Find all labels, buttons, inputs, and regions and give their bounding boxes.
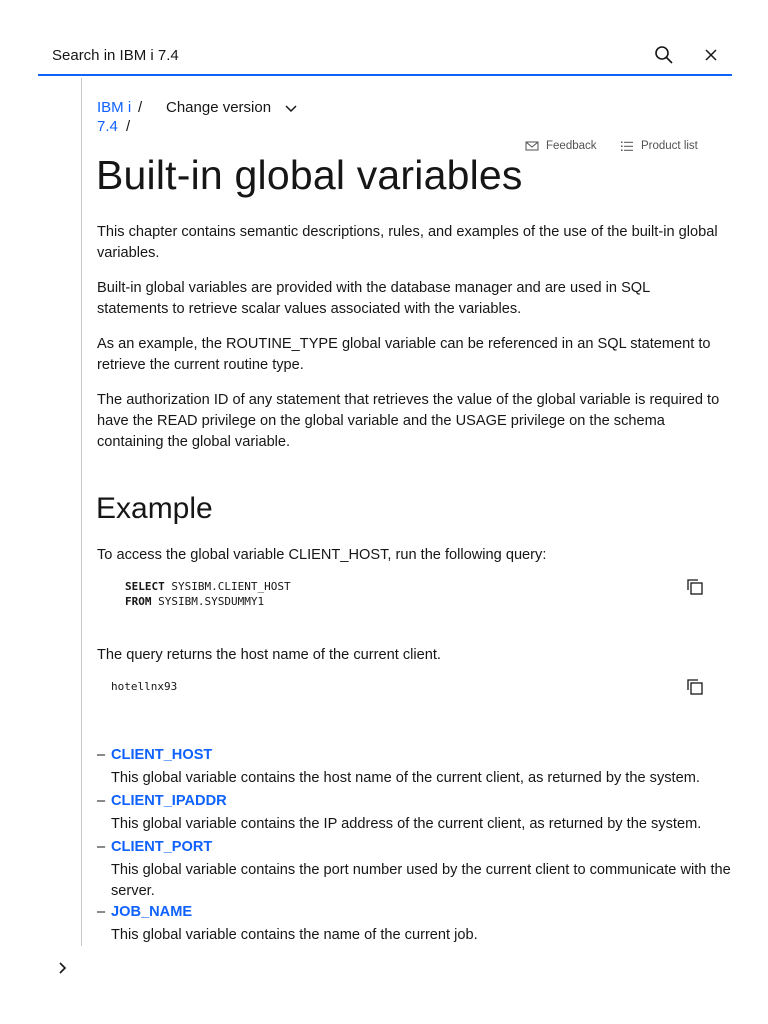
code-keyword: FROM: [125, 595, 152, 608]
page-title: Built-in global variables: [96, 152, 523, 198]
query-code-block: [125, 579, 291, 609]
intro-paragraph: This chapter contains semantic descriptions, rules, and examples of the use of the built-in global variables.: [97, 224, 718, 261]
list-dash: –: [97, 793, 106, 809]
code-text: SYSIBM.SYSDUMMY1: [151, 595, 265, 608]
list-dash: –: [97, 747, 106, 763]
code-keyword: SELECT: [125, 580, 165, 593]
mail-icon: [525, 139, 539, 153]
search-bar[interactable]: [38, 36, 732, 76]
variable-link[interactable]: JOB_NAME: [111, 904, 193, 920]
chevron-right-icon[interactable]: [55, 960, 71, 976]
close-icon[interactable]: [702, 46, 720, 64]
feedback-label: Feedback: [546, 140, 597, 152]
copy-icon[interactable]: [686, 578, 704, 596]
variable-description: This global variable contains the host name of the current client, as returned by the system.: [111, 770, 700, 786]
list-dash: –: [97, 839, 106, 855]
variable-link[interactable]: CLIENT_HOST: [111, 747, 213, 763]
list-dash: –: [97, 904, 106, 920]
variable-description: This global variable contains the port number used by the current client to communicate with the server.: [111, 862, 731, 899]
list-item: [97, 747, 737, 789]
search-icon[interactable]: [654, 45, 674, 65]
list-item: [97, 839, 737, 902]
output-code-block: hotellnx93: [111, 680, 178, 693]
code-text: SYSIBM.CLIENT_HOST: [164, 580, 291, 593]
left-nav-rule: [81, 78, 82, 946]
breadcrumb-separator: /: [126, 118, 131, 135]
search-input[interactable]: Search in IBM i 7.4: [52, 47, 179, 64]
example-heading: Example: [96, 492, 213, 525]
variable-description: This global variable contains the IP address of the current client, as returned by the system.: [111, 816, 702, 832]
feedback-button[interactable]: [525, 139, 597, 153]
breadcrumb-ibm-i[interactable]: IBM i: [97, 99, 132, 116]
list-item: [97, 904, 737, 946]
variable-description: This global variable contains the name of the current job.: [111, 927, 478, 943]
product-list-label: Product list: [641, 140, 698, 152]
authorization-paragraph: The authorization ID of any statement that retrieves the value of the global variable is required to have the READ privilege on the global variable and the USAGE privilege on the schema containing the global variable.: [97, 392, 720, 450]
variable-link[interactable]: CLIENT_IPADDR: [111, 793, 227, 809]
copy-icon[interactable]: [686, 678, 704, 696]
breadcrumb-separator: /: [138, 99, 143, 116]
product-list-button[interactable]: [620, 139, 698, 153]
breadcrumb-version[interactable]: 7.4: [97, 118, 118, 135]
change-version-dropdown[interactable]: Change version: [166, 99, 272, 116]
list-icon: [620, 139, 634, 153]
description-paragraph: Built-in global variables are provided with the database manager and are used in SQL statements to retrieve scalar values associated with the variables.: [97, 280, 650, 317]
chevron-down-icon[interactable]: [283, 101, 299, 117]
result-paragraph: The query returns the host name of the current client.: [97, 647, 441, 663]
example-paragraph: As an example, the ROUTINE_TYPE global variable can be referenced in an SQL statement to retrieve the current routine type.: [97, 336, 711, 373]
list-item: [97, 793, 737, 835]
variable-link[interactable]: CLIENT_PORT: [111, 839, 213, 855]
example-intro: To access the global variable CLIENT_HOST, run the following query:: [97, 547, 547, 563]
